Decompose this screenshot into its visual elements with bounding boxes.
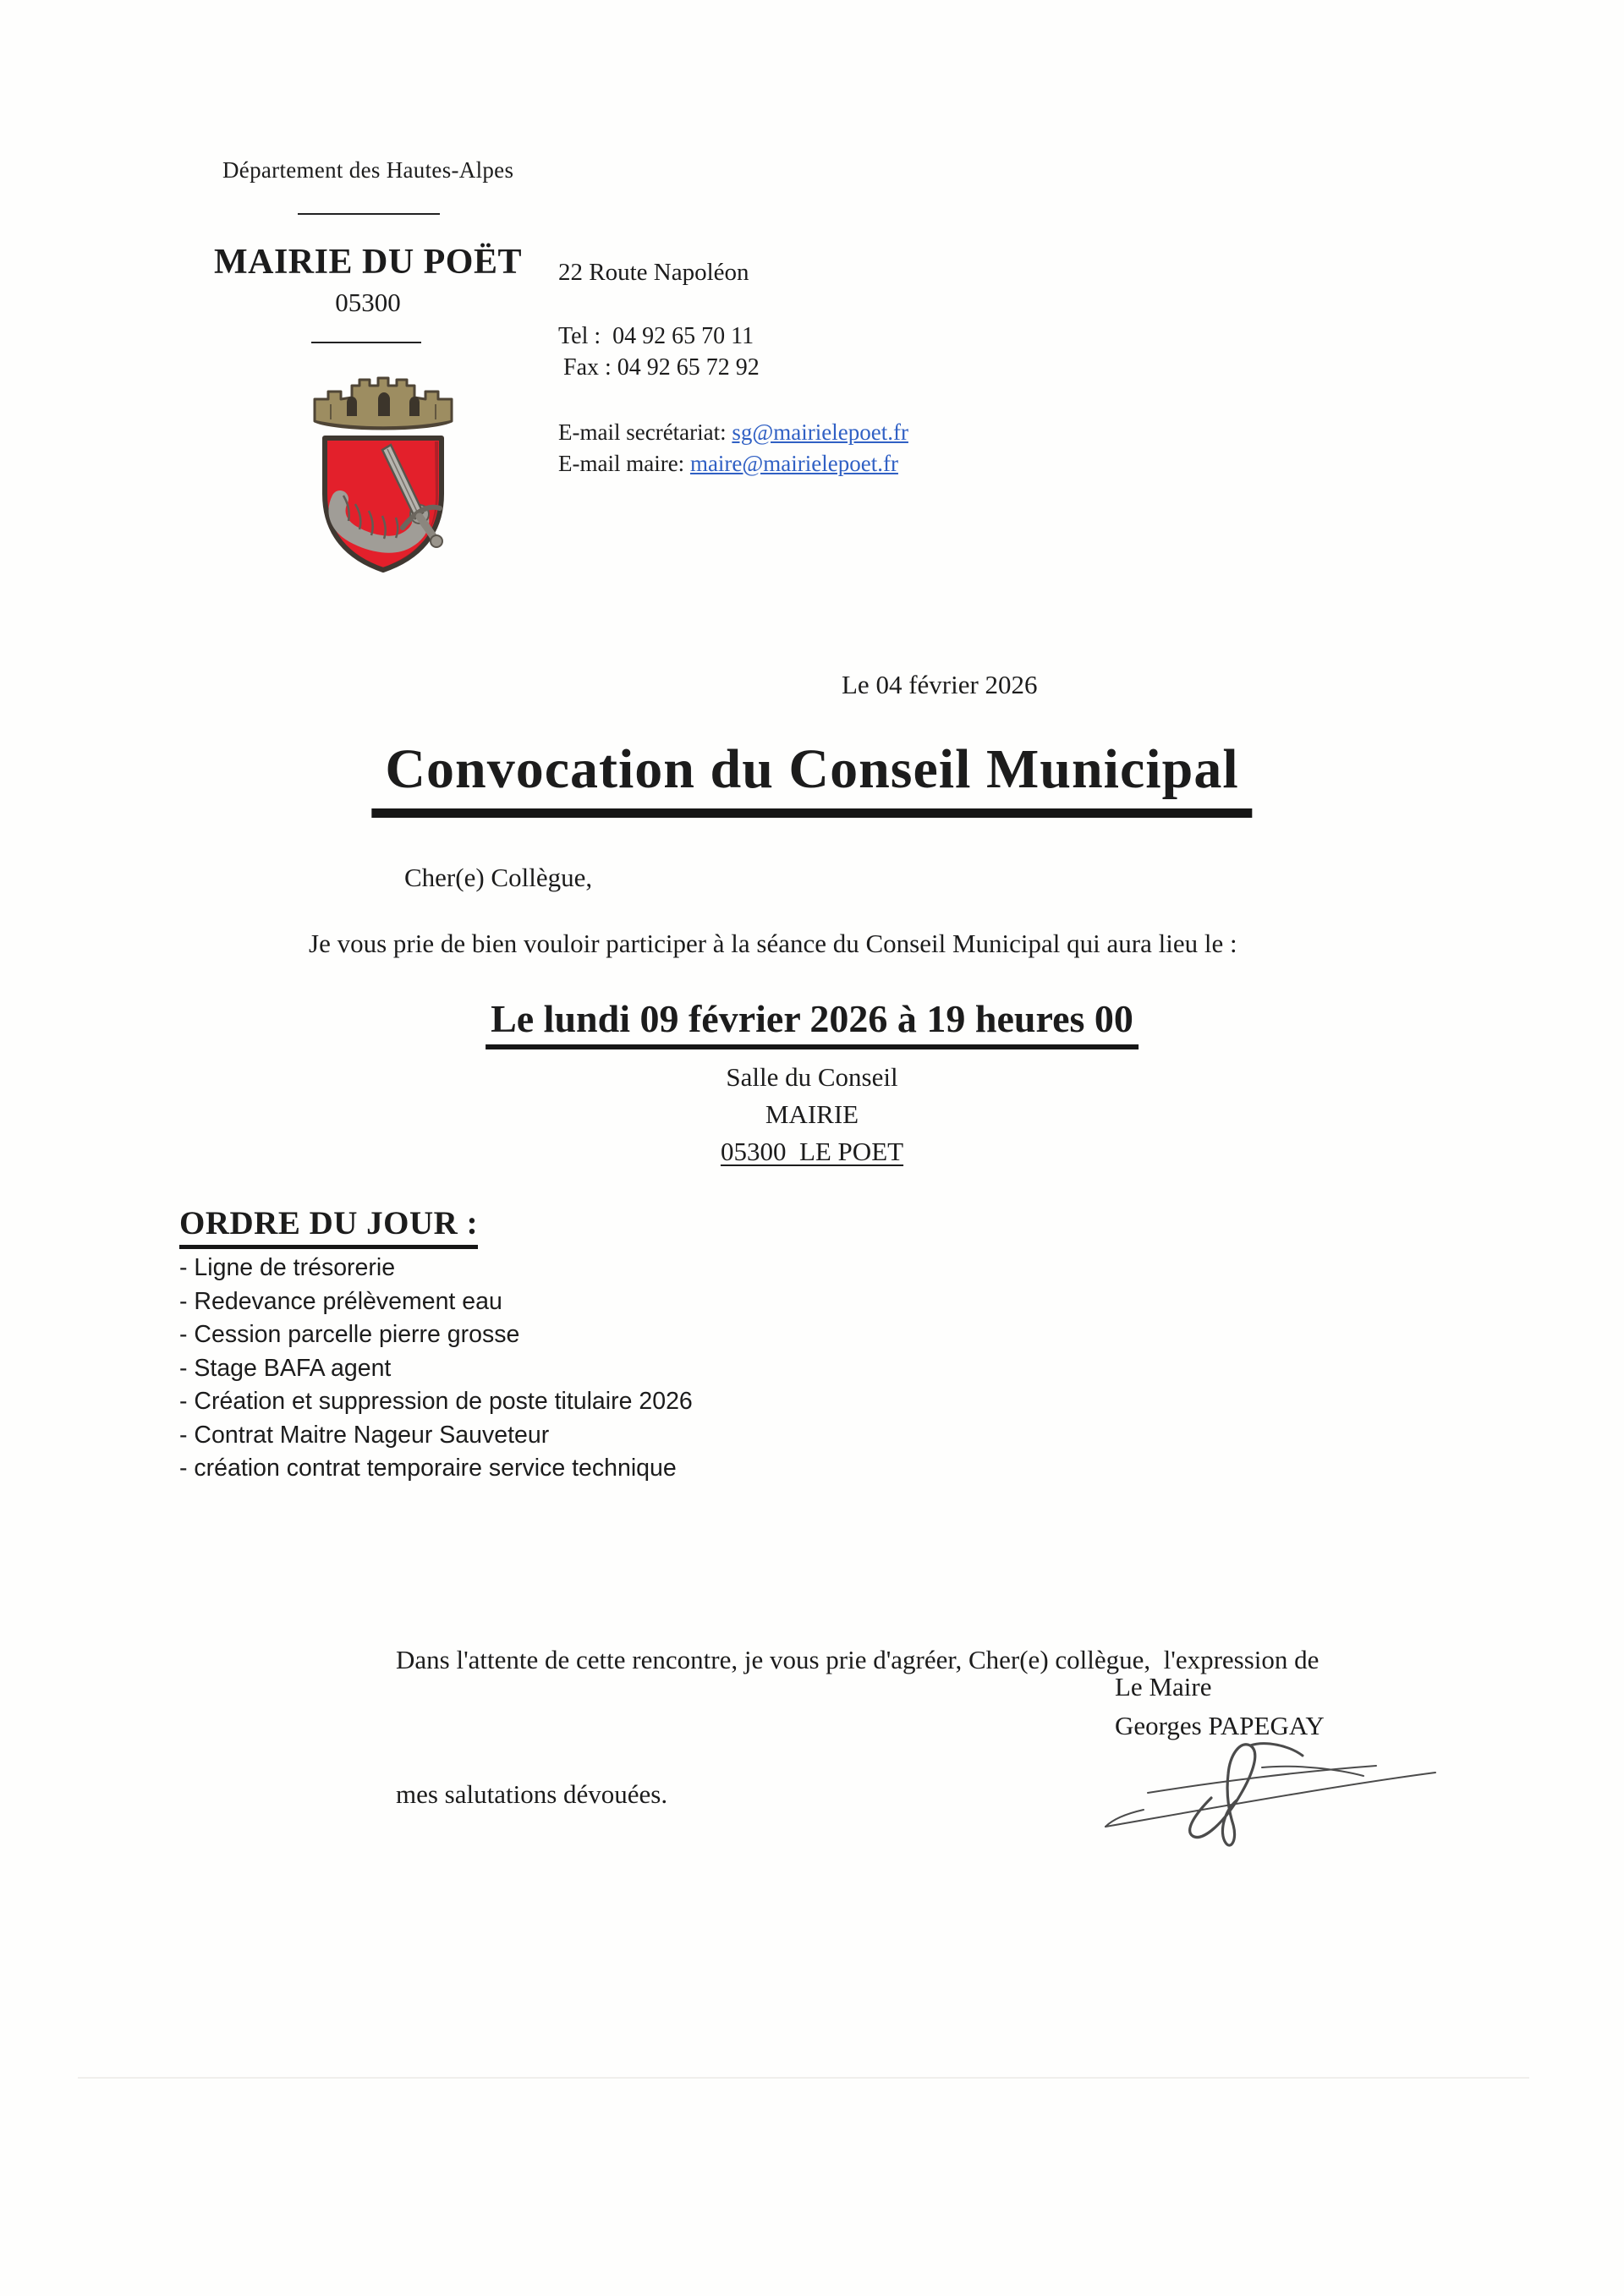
divider-rule-top — [298, 213, 440, 215]
email-secretariat-label: E-mail secrétariat: — [558, 419, 732, 445]
email-maire-line — [558, 451, 898, 477]
signer-name: Georges PAPEGAY — [1115, 1711, 1325, 1740]
org-name: MAIRIE DU POËT — [213, 243, 523, 282]
coat-of-arms-icon — [303, 369, 464, 580]
signer-role: Le Maire — [1115, 1672, 1212, 1701]
fax-line: Fax : 04 92 65 72 92 — [563, 354, 760, 381]
address-line: 22 Route Napoléon — [558, 259, 749, 286]
agenda-item: - Cession parcelle pierre grosse — [179, 1321, 520, 1348]
meeting-building: MAIRIE — [765, 1099, 859, 1129]
phone-line: Tel : 04 92 65 70 11 — [558, 323, 754, 349]
department-line: Département des Hautes-Alpes — [222, 157, 514, 183]
letter-date: Le 04 février 2026 — [842, 670, 1038, 699]
meeting-datetime: Le lundi 09 février 2026 à 19 heures 00 — [486, 996, 1138, 1049]
handwritten-signature-icon — [1084, 1732, 1457, 1867]
org-postal-code: 05300 — [335, 288, 401, 317]
agenda-list — [179, 1252, 693, 1486]
letter-title: Convocation du Conseil Municipal — [371, 737, 1252, 818]
scan-artifact-line — [78, 2077, 1529, 2079]
email-maire-label: E-mail maire: — [558, 451, 690, 476]
email-secretariat-link[interactable]: sg@mairielepoet.fr — [732, 419, 908, 445]
closing-line-2: mes salutations dévouées. — [396, 1779, 668, 1809]
agenda-item: - Ligne de trésorerie — [179, 1254, 396, 1281]
divider-rule-mid — [311, 342, 421, 343]
agenda-item: - Stage BAFA agent — [179, 1354, 392, 1382]
closing-line-1: Dans l'attente de cette rencontre, je vous prie d'agréer, Cher(e) collègue, l'expression de — [396, 1645, 1320, 1674]
meeting-room: Salle du Conseil — [726, 1062, 898, 1092]
agenda-item: - Contrat Maitre Nageur Sauveteur — [179, 1421, 550, 1449]
email-maire-link[interactable]: maire@mairielepoet.fr — [689, 451, 898, 476]
email-secretariat-line — [558, 419, 908, 446]
intro-sentence: Je vous prie de bien vouloir participer à la séance du Conseil Municipal qui aura lieu le : — [309, 929, 1237, 958]
agenda-item: - Redevance prélèvement eau — [179, 1287, 502, 1315]
agenda-item: - Création et suppression de poste titulaire 2026 — [179, 1388, 693, 1415]
salutation: Cher(e) Collègue, — [404, 863, 593, 892]
agenda-heading: ORDRE DU JOUR : — [179, 1204, 478, 1249]
agenda-item: - création contrat temporaire service technique — [179, 1455, 677, 1482]
meeting-city: 05300 LE POET — [720, 1137, 904, 1166]
